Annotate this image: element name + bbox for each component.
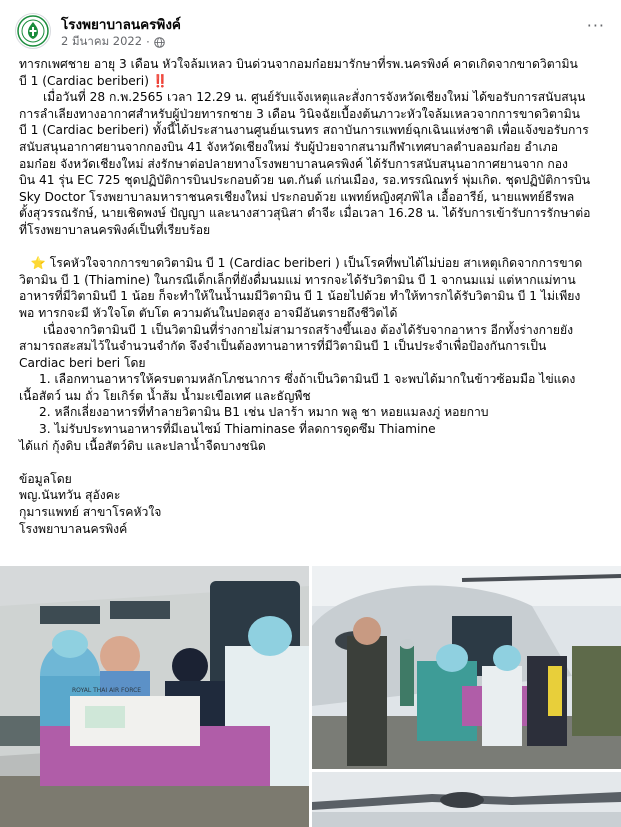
photo-helicopter-crew-left[interactable] [0,566,309,827]
list-item: 3. ไม่รับประทานอาหารที่มีเอนไซม์ Thiaminase ที่ลดการดูดซึม Thiamine [39,422,436,437]
post-text [19,56,609,537]
paragraph-line: Sky Doctor โรงพยาบาลมหาราชนครเชียงใหม่ ประกอบด้วย แพทย์หญิงศุภพิไล เอื้ออารีย์, นายแพทย์ธีรพล [19,189,575,204]
paragraph-line: อมก๋อย จังหวัดเชียงใหม่ ส่งรักษาต่อปลายทางโรงพยาบาลนครพิงค์ ได้รับการสนับสนุนอากาศยานจาก กอง [19,156,568,171]
photo-helicopter-crew-right[interactable] [312,566,621,769]
paragraph-line: ⭐ โรคหัวใจจากการขาดวิตามิน บี 1 (Cardiac beriberi ) เป็นโรคที่พบได้ไม่บ่อย สาเหตุเกิดจากการขาด [30,256,583,271]
paragraph-line: สามารถสะสมไว้ในจำนวนจำกัด จึงจำเป็นต้องทานอาหารที่มีวิตามินบี 1 เป็นประจำเพื่อป้องกันการเป็น [19,339,547,354]
paragraph-line: Cardiac beri beri โดย [19,355,146,370]
credit-line: กุมารแพทย์ สาขาโรคหัวใจ [19,505,162,520]
paragraph-line: วิตามิน บี 1 (Thiamine) ในกรณีเด็กเล็กที่ยังดื่มนมแม่ ทารกจะได้รับวิตามิน บี 1 จากนมแม่ แต่หากแม่ทาน [19,272,576,287]
star-icon: ⭐ [30,256,46,271]
hospital-logo-icon [16,14,50,48]
page-name[interactable]: โรงพยาบาลนครพิงค์ [61,17,181,33]
credit-line: โรงพยาบาลนครพิงค์ [19,521,128,536]
paragraph-line: บี 1 (Cardiac beriberi) ทั้งนี้ได้ประสานงานศูนย์นเรนทร สถาบันการแพทย์ฉุกเฉินแห่งชาติ เพื่อแจ้งขอรับการ [19,123,589,138]
list-item: ได้แก่ กุ้งดิบ เนื้อสัตว์ดิบ และปลาน้ำจืดบางชนิด [19,438,266,453]
list-item: เนื้อสัตว์ นม ถั่ว โยเกิร์ต น้ำส้ม น้ำมะเขือเทศ และธัญพืช [19,388,311,403]
photo-grid [0,566,621,827]
paragraph-line: พอ ทารกจะมี หัวใจโต ตับโต ความดันในปอดสูง อาจมีอันตรายถึงชีวิตได้ [19,305,398,320]
paragraph-line: ตั้งสุวรรณรักษ์, นายเชิดพงษ์ ปัญญา และนางสาวสุนิสา ตำจีะ เมื่อเวลา 16.28 น. ได้รับการเข้ารับการรักษาต่อ [19,206,591,221]
list-item: 1. เลือกทานอาหารให้ครบตามหลักโภชนาการ ซึ่งถ้าเป็นวิตามินบี 1 จะพบได้มากในข้าวซ้อมมือ ไข่แดง [39,372,576,387]
helicopter-photo-image [312,772,621,827]
paragraph-line: เนื่องจากวิตามินบี 1 เป็นวิตามินที่ร่างกายไม่สามารถสร้างขึ้นเอง ต้องได้รับจากอาหาร อีกทั้งร่างกายยัง [43,322,574,337]
paragraph-line: การลำเลียงทางอากาศสำหรับผู้ป่วยทารกชาย 3 เดือน วินิจฉัยเบื้องต้นภาวะหัวใจล้มเหลวจากการขาดวิตามิน [19,106,580,121]
paragraph-line: บิน 41 รุ่น EC 725 ชุดปฏิบัติการบินประกอบด้วย นต.กันต์ แก่นเมือง, รอ.ทรรณิณทร์ พุ่มเกิด. ชุดปฏิบัติการบิน [19,173,591,188]
photo-helicopter-rotor[interactable] [312,772,621,827]
paragraph-line: ที่โรงพยาบาลนครพิงค์เป็นที่เรียบร้อย [19,222,211,237]
helicopter-photo-image [312,566,621,769]
credit-line: ข้อมูลโดย [19,471,72,486]
paragraph-line: เมื่อวันที่ 28 ก.พ.2565 เวลา 12.29 น. ศูนย์รับแจ้งเหตุและสั่งการจังหวัดเชียงใหม่ ได้ขอรับการสนับสนุน [43,90,586,105]
paragraph-line: สนับสนุนอากาศยานจากกองบิน 41 จังหวัดเชียงใหม่ รับผู้ป่วยจากสนามกีฬาเทศบาลตำบลอมก๋อย อำเภอ [19,139,559,154]
page-avatar[interactable] [15,13,51,49]
credit-line: พญ.นันทวัน สุอังคะ [19,488,121,503]
post-header [0,0,621,56]
double-exclamation-icon: ‼️ [152,73,169,88]
post-date[interactable]: 2 มีนาคม 2022 [61,34,143,48]
aircraft-marking-text: ROYAL THAI AIR FORCE [72,687,142,694]
paragraph-line: อาหารที่มีวิตามินบี 1 น้อย ก็จะทำให้ในน้ำนมมีวิตามิน บี 1 น้อยไปด้วย ทำให้ทารกได้รับวิตามิน บี 1 ไม่เพียง [19,289,581,304]
meta-separator: · [146,35,150,49]
more-options-icon[interactable]: ··· [586,16,605,35]
list-item: 2. หลีกเลี่ยงอาหารที่ทำลายวิตามิน B1 เช่น ปลาร้า หมาก พลู ชา หอยแมลงภู่ หอยกาบ [39,405,489,420]
post-title-line: บี 1 (Cardiac beriberi) ‼️ [19,73,169,88]
post-title-line: ทารกเพศชาย อายุ 3 เดือน หัวใจล้มเหลว บินด่วนจากอมก๋อยมารักษาที่รพ.นครพิงค์ คาดเกิดจากขาดวิตามิน [19,57,578,71]
globe-icon[interactable] [154,37,165,48]
helicopter-photo-image [0,566,309,827]
post-meta [61,33,165,51]
